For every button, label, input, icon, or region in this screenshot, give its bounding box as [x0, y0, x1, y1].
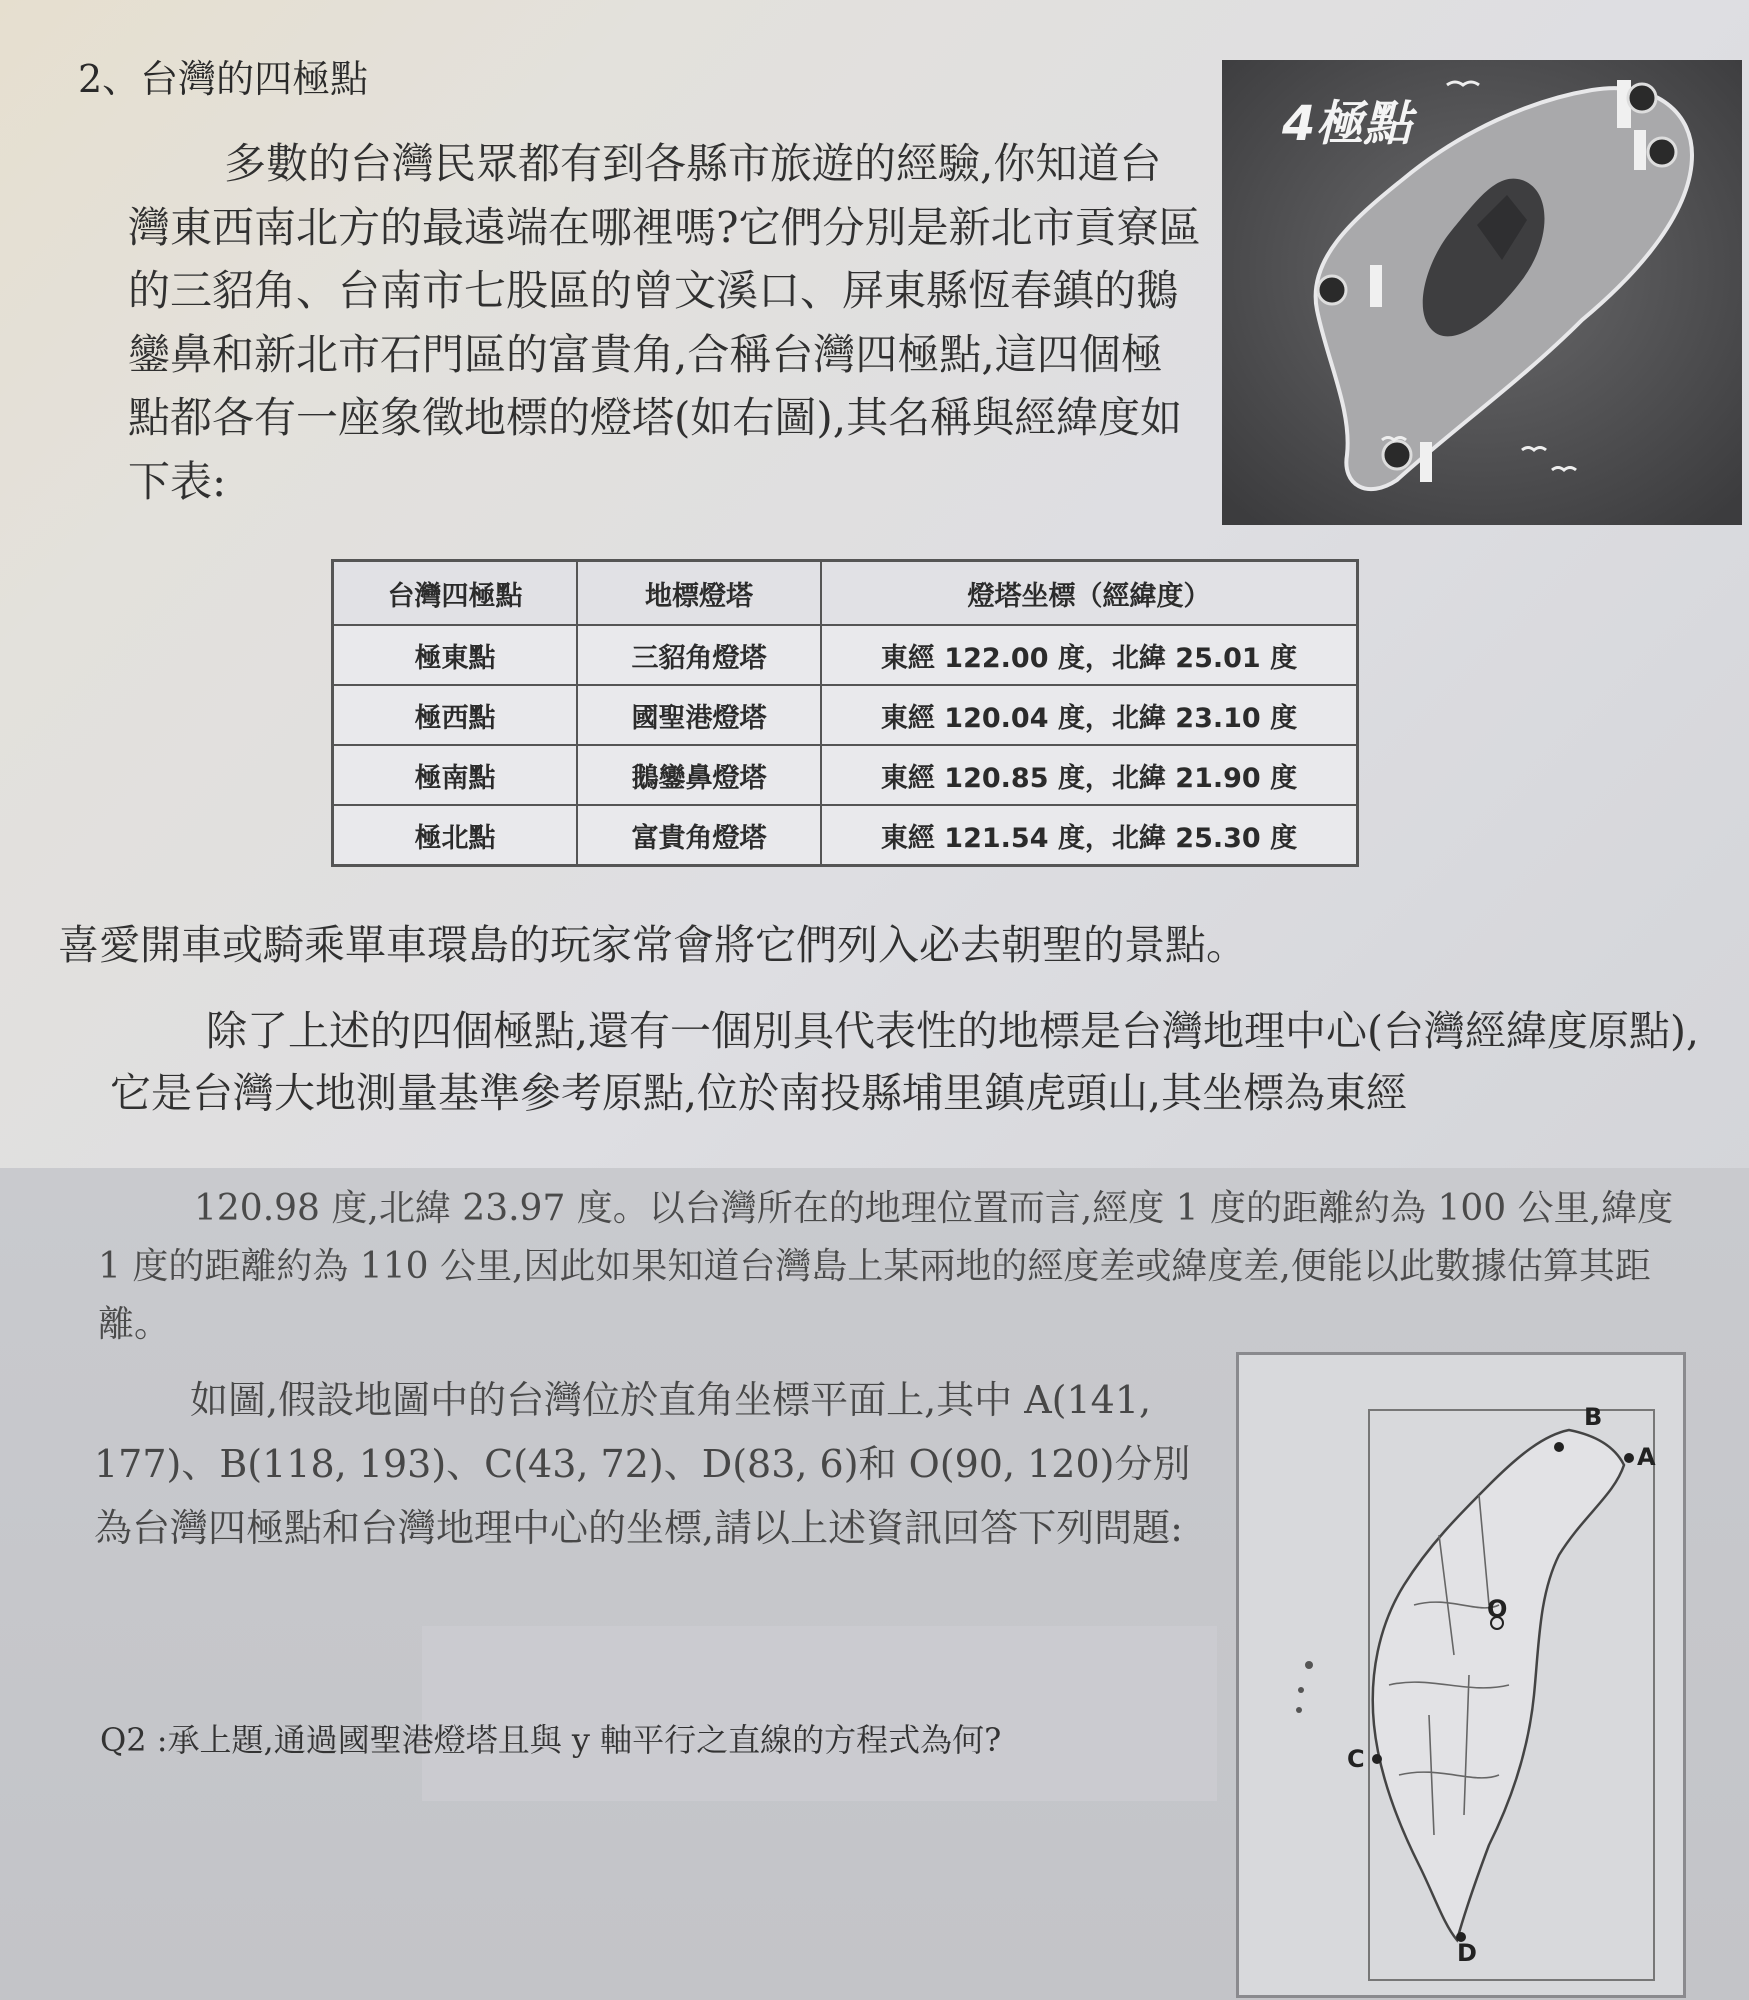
- table-row: [333, 685, 1358, 745]
- table-cell: 東經 120.85 度，北緯 21.90 度: [821, 745, 1358, 805]
- table-cell: 東經 122.00 度，北緯 25.01 度: [821, 625, 1358, 685]
- paragraph-coordinates-text: 如圖,假設地圖中的台灣位於直角坐標平面上,其中 A(141, 177)、B(118, 193)、C(43, 72)、D(83, 6)和 O(90, 120)分別為台灣四極點和台灣地理中心的坐標,請以上述資訊回答下列問題:: [94, 1378, 1191, 1550]
- point-label-b: B: [1584, 1403, 1603, 1431]
- lighthouse-icon: [1370, 265, 1382, 307]
- lighthouse-table: [331, 559, 1359, 867]
- point-label-o: O: [1487, 1595, 1508, 1623]
- paragraph-distance-text: 120.98 度,北緯 23.97 度。以台灣所在的地理位置而言,經度 1 度的距離約為 100 公里,緯度 1 度的距離約為 110 公里,因此如果知道台灣島上某兩地的經度差或緯度差,便能以此數據估算其距離。: [98, 1188, 1674, 1345]
- column-header: 地標燈塔: [577, 561, 821, 626]
- table-cell: 國聖港燈塔: [577, 685, 821, 745]
- four-extreme-points-photo: [1222, 60, 1742, 525]
- table-header-row: [333, 561, 1358, 626]
- paragraph-tourism: 喜愛開車或騎乘單車環島的玩家常會將它們列入必去朝聖的景點。: [58, 921, 1247, 969]
- paragraph-distance: [98, 1180, 1698, 1354]
- column-header: 台灣四極點: [333, 561, 578, 626]
- table-cell: 東經 120.04 度，北緯 23.10 度: [821, 685, 1358, 745]
- table-cell: 極東點: [333, 625, 578, 685]
- question-highlight: [422, 1626, 1217, 1801]
- taiwan-coordinate-map: [1236, 1352, 1686, 1998]
- table-cell: 極南點: [333, 745, 578, 805]
- paragraph-center: [110, 1000, 1730, 1124]
- table-cell: 三貂角燈塔: [577, 625, 821, 685]
- intro-paragraph-text: 多數的台灣民眾都有到各縣市旅遊的經驗,你知道台灣東西南北方的最遠端在哪裡嗎?它們分別是新北市貢寮區的三貂角、台南市七股區的曾文溪口、屏東縣恆春鎮的鵝鑾鼻和新北市石門區的富貴角,合稱台灣四極點,這四個極點都各有一座象徵地標的燈塔(如右圖),其名稱與經緯度如下表:: [128, 139, 1201, 506]
- taiwan-illustration: [1222, 60, 1742, 525]
- question-q2: Q2 :承上題,通過國聖港燈塔且與 y 軸平行之直線的方程式為何?: [100, 1721, 1002, 1759]
- table-row: [333, 805, 1358, 866]
- table-cell: 極西點: [333, 685, 578, 745]
- taiwan-outline-map: [1239, 1355, 1683, 1995]
- point-label-a: A: [1637, 1443, 1656, 1471]
- paragraph-center-text: 除了上述的四個極點,還有一個別具代表性的地標是台灣地理中心(台灣經緯度原點),它是台灣大地測量基準參考原點,位於南投縣埔里鎮虎頭山,其坐標為東經: [110, 1007, 1700, 1117]
- table-cell: 極北點: [333, 805, 578, 866]
- table-row: [333, 625, 1358, 685]
- section-heading: 2、台灣的四極點: [78, 57, 369, 101]
- lighthouse-icon: [1634, 130, 1646, 170]
- column-header: 燈塔坐標（經緯度）: [821, 561, 1358, 626]
- photo-label: 4極點: [1282, 96, 1412, 152]
- table-cell: 東經 121.54 度，北緯 25.30 度: [821, 805, 1358, 866]
- table-row: [333, 745, 1358, 805]
- table-cell: 富貴角燈塔: [577, 805, 821, 866]
- point-label-c: C: [1347, 1745, 1365, 1773]
- intro-paragraph: [128, 132, 1203, 513]
- paragraph-coordinates: [94, 1368, 1214, 1560]
- lighthouse-icon: [1420, 442, 1432, 482]
- table-cell: 鵝鑾鼻燈塔: [577, 745, 821, 805]
- point-label-d: D: [1457, 1939, 1477, 1967]
